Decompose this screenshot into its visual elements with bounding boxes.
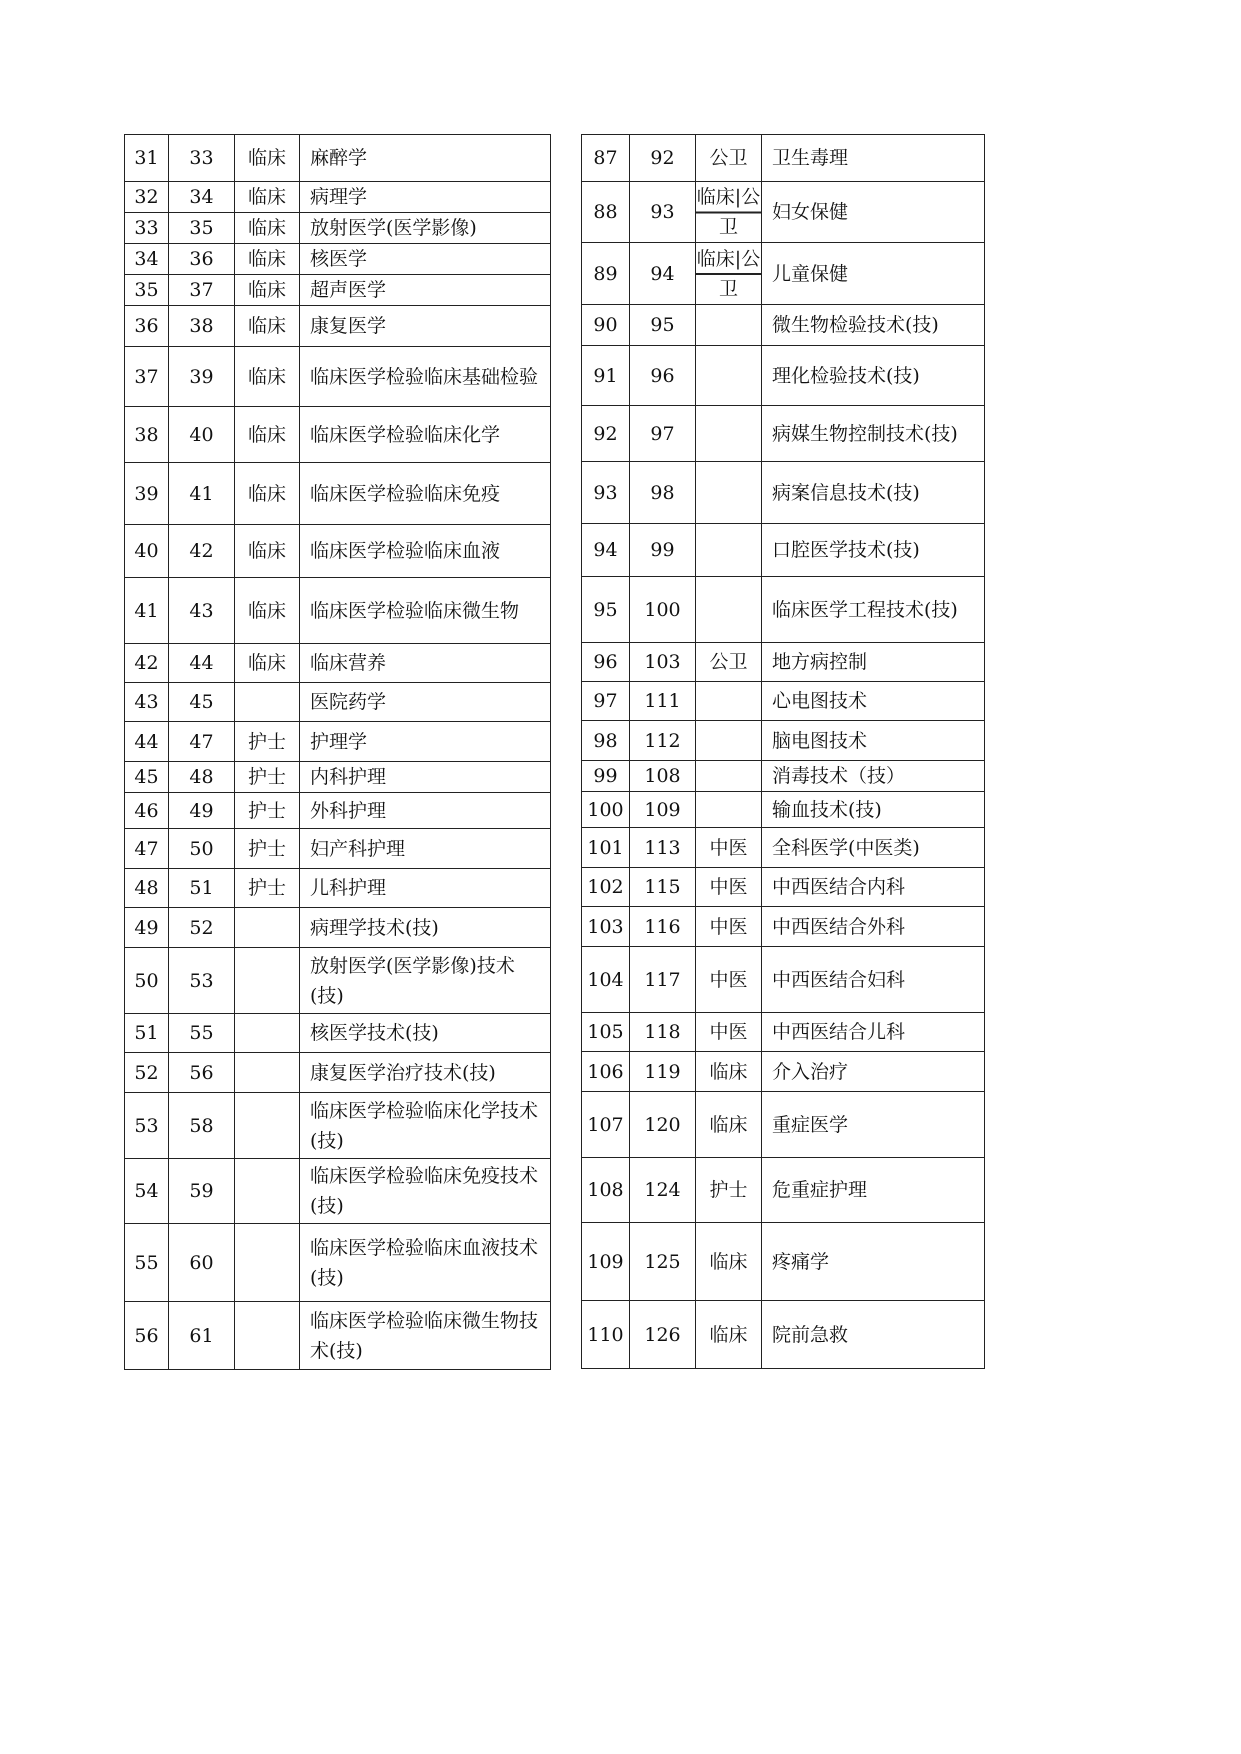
table-cell: 中医 [696, 1013, 762, 1052]
table-cell: 麻醉学 [300, 135, 551, 182]
table-cell: 116 [630, 907, 696, 947]
table-cell: 临床医学工程技术(技) [762, 577, 985, 643]
table-cell: 113 [630, 828, 696, 868]
table-cell [696, 761, 762, 792]
table-cell [696, 792, 762, 828]
table-cell: 90 [582, 305, 630, 346]
table-row [582, 828, 985, 868]
table-cell: 60 [169, 1224, 235, 1302]
table-cell [235, 683, 300, 722]
table-row [125, 135, 551, 182]
table-cell: 外科护理 [300, 793, 551, 829]
table-row [582, 524, 985, 577]
table-row [125, 1159, 551, 1224]
table-cell: 99 [582, 761, 630, 792]
table-cell: 危重症护理 [762, 1158, 985, 1223]
table-cell: 92 [582, 406, 630, 462]
table-cell: 104 [582, 947, 630, 1013]
table-cell: 31 [125, 135, 169, 182]
table-cell: 97 [582, 682, 630, 721]
table-cell: 126 [630, 1301, 696, 1369]
table-cell: 99 [630, 524, 696, 577]
table-row [582, 1092, 985, 1158]
table-row [582, 947, 985, 1013]
table-cell: 输血技术(技) [762, 792, 985, 828]
table-cell: 微生物检验技术(技) [762, 305, 985, 346]
table-cell: 95 [582, 577, 630, 643]
table-cell: 46 [125, 793, 169, 829]
table-cell: 口腔医学技术(技) [762, 524, 985, 577]
table-cell: 临床医学检验临床血液 [300, 525, 551, 578]
table-cell: 35 [125, 275, 169, 306]
table-cell: 93 [630, 182, 696, 243]
table-row [125, 683, 551, 722]
table-row [125, 525, 551, 578]
table-cell: 55 [125, 1224, 169, 1302]
table-row [582, 1223, 985, 1301]
table-row [582, 182, 985, 212]
table-cell: 核医学 [300, 244, 551, 275]
table-cell: 34 [125, 244, 169, 275]
table-cell: 医院药学 [300, 683, 551, 722]
table-cell: 核医学技术(技) [300, 1014, 551, 1053]
table-cell: 34 [169, 182, 235, 213]
table-row [582, 761, 985, 792]
table-cell: 45 [125, 762, 169, 793]
table-cell: 89 [582, 243, 630, 305]
table-cell: 50 [125, 948, 169, 1014]
table-row [125, 722, 551, 762]
table-cell [235, 948, 300, 1014]
table-cell [696, 462, 762, 524]
table-cell: 中西医结合外科 [762, 907, 985, 947]
table-cell: 102 [582, 868, 630, 907]
table-row [125, 244, 551, 275]
table-cell: 88 [582, 182, 630, 243]
table-cell [696, 305, 762, 346]
table-cell: 37 [125, 347, 169, 407]
table-cell [696, 721, 762, 761]
table-row [125, 275, 551, 306]
table-row [125, 1302, 551, 1370]
table-cell: 临床 [696, 1301, 762, 1369]
table-cell: 临床|公卫 [696, 243, 762, 305]
table-cell: 超声医学 [300, 275, 551, 306]
table-row [125, 1093, 551, 1159]
table-cell: 95 [630, 305, 696, 346]
table-row [125, 578, 551, 644]
table-cell: 92 [630, 135, 696, 182]
table-cell: 疼痛学 [762, 1223, 985, 1301]
table-cell: 61 [169, 1302, 235, 1370]
table-cell: 100 [582, 792, 630, 828]
table-cell: 护士 [696, 1158, 762, 1223]
table-cell: 护士 [235, 762, 300, 793]
table-cell: 36 [125, 306, 169, 347]
table-row [125, 1224, 551, 1302]
table-cell: 51 [125, 1014, 169, 1053]
table-row [125, 762, 551, 793]
table-cell: 110 [582, 1301, 630, 1369]
table-cell: 临床 [235, 275, 300, 306]
table-cell: 临床 [235, 244, 300, 275]
table-cell: 44 [169, 644, 235, 683]
table-cell: 病媒生物控制技术(技) [762, 406, 985, 462]
table-cell: 52 [125, 1053, 169, 1093]
table-row [125, 829, 551, 869]
table-cell: 临床医学检验临床微生物 [300, 578, 551, 644]
table-row [125, 213, 551, 244]
table-cell: 院前急救 [762, 1301, 985, 1369]
table-cell: 临床 [235, 347, 300, 407]
table-row [125, 793, 551, 829]
table-cell: 儿童保健 [762, 243, 985, 305]
table-cell: 43 [125, 683, 169, 722]
table-cell: 护理学 [300, 722, 551, 762]
table-cell: 放射医学(医学影像) [300, 213, 551, 244]
table-cell: 公卫 [696, 643, 762, 682]
table-cell: 护士 [235, 793, 300, 829]
table-cell: 58 [169, 1093, 235, 1159]
table-cell: 妇女保健 [762, 182, 985, 243]
table-cell: 41 [125, 578, 169, 644]
table-cell: 中医 [696, 947, 762, 1013]
table-cell: 42 [169, 525, 235, 578]
table-cell [696, 524, 762, 577]
table-row [582, 1052, 985, 1092]
table-cell: 内科护理 [300, 762, 551, 793]
table-cell: 中西医结合内科 [762, 868, 985, 907]
table-cell [235, 1093, 300, 1159]
table-cell: 临床 [235, 644, 300, 683]
table-cell: 93 [582, 462, 630, 524]
table-cell: 44 [125, 722, 169, 762]
table-cell: 40 [125, 525, 169, 578]
table-cell: 53 [125, 1093, 169, 1159]
table-cell: 94 [630, 243, 696, 305]
table-cell: 107 [582, 1092, 630, 1158]
table-cell: 55 [169, 1014, 235, 1053]
table-cell: 临床营养 [300, 644, 551, 683]
table-cell: 临床|公卫 [696, 182, 762, 243]
table-cell: 109 [630, 792, 696, 828]
table-row [582, 135, 985, 182]
table-cell: 临床 [235, 463, 300, 525]
table-cell: 临床 [235, 578, 300, 644]
table-cell [235, 1302, 300, 1370]
table-cell: 109 [582, 1223, 630, 1301]
table-cell: 120 [630, 1092, 696, 1158]
table-cell: 97 [630, 406, 696, 462]
table-cell: 临床医学检验临床基础检验 [300, 347, 551, 407]
table-cell: 47 [125, 829, 169, 869]
table-row [125, 347, 551, 407]
table-row [582, 907, 985, 947]
table-row [582, 792, 985, 828]
table-cell: 中西医结合儿科 [762, 1013, 985, 1052]
table-cell: 124 [630, 1158, 696, 1223]
table-cell: 91 [582, 346, 630, 406]
table-cell: 118 [630, 1013, 696, 1052]
table-cell: 98 [630, 462, 696, 524]
table-row [582, 577, 985, 643]
table-cell: 111 [630, 682, 696, 721]
table-cell: 临床 [696, 1223, 762, 1301]
table-row [125, 1014, 551, 1053]
table-row [125, 182, 551, 213]
table-cell [235, 1053, 300, 1093]
table-cell: 护士 [235, 722, 300, 762]
table-cell: 放射医学(医学影像)技术(技) [300, 948, 551, 1014]
table-cell: 98 [582, 721, 630, 761]
table-row [125, 463, 551, 525]
table-cell: 37 [169, 275, 235, 306]
table-cell: 中西医结合妇科 [762, 947, 985, 1013]
table-cell: 53 [169, 948, 235, 1014]
table-cell: 103 [630, 643, 696, 682]
table-row [582, 462, 985, 524]
table-cell [696, 682, 762, 721]
table-cell: 54 [125, 1159, 169, 1224]
table-cell: 108 [630, 761, 696, 792]
table-cell: 公卫 [696, 135, 762, 182]
table-cell: 38 [125, 407, 169, 463]
table-cell: 临床 [696, 1092, 762, 1158]
table-cell: 42 [125, 644, 169, 683]
table-cell: 47 [169, 722, 235, 762]
table-cell: 119 [630, 1052, 696, 1092]
table-cell: 49 [169, 793, 235, 829]
table-cell: 临床 [235, 407, 300, 463]
table-cell: 病案信息技术(技) [762, 462, 985, 524]
table-cell [696, 346, 762, 406]
table-cell [235, 1159, 300, 1224]
table-cell: 125 [630, 1223, 696, 1301]
right-table [581, 134, 985, 1369]
table-cell: 心电图技术 [762, 682, 985, 721]
table-cell: 105 [582, 1013, 630, 1052]
table-cell: 32 [125, 182, 169, 213]
table-row [125, 407, 551, 463]
table-cell: 地方病控制 [762, 643, 985, 682]
table-row [582, 1013, 985, 1052]
table-cell: 108 [582, 1158, 630, 1223]
table-cell: 103 [582, 907, 630, 947]
table-cell: 临床 [696, 1052, 762, 1092]
table-row [582, 346, 985, 406]
table-cell: 介入治疗 [762, 1052, 985, 1092]
table-row [582, 1158, 985, 1223]
table-cell: 48 [125, 869, 169, 908]
table-cell: 39 [125, 463, 169, 525]
table-cell: 40 [169, 407, 235, 463]
table-cell: 96 [630, 346, 696, 406]
table-cell: 病理学技术(技) [300, 908, 551, 948]
table-cell: 49 [125, 908, 169, 948]
table-row [582, 868, 985, 907]
table-cell: 临床 [235, 135, 300, 182]
table-cell: 临床 [235, 525, 300, 578]
table-cell: 脑电图技术 [762, 721, 985, 761]
table-cell: 护士 [235, 829, 300, 869]
table-cell: 临床 [235, 306, 300, 347]
table-cell: 112 [630, 721, 696, 761]
table-row [125, 869, 551, 908]
table-cell [235, 1224, 300, 1302]
table-cell: 39 [169, 347, 235, 407]
table-row [582, 682, 985, 721]
table-row [125, 644, 551, 683]
table-cell: 病理学 [300, 182, 551, 213]
table-row [582, 305, 985, 346]
table-cell: 87 [582, 135, 630, 182]
table-cell: 52 [169, 908, 235, 948]
table-cell: 临床医学检验临床化学 [300, 407, 551, 463]
table-row [582, 721, 985, 761]
table-cell: 43 [169, 578, 235, 644]
table-cell: 消毒技术（技） [762, 761, 985, 792]
table-row [125, 908, 551, 948]
table-cell: 临床医学检验临床免疫 [300, 463, 551, 525]
table-row [125, 948, 551, 1014]
table-cell: 理化检验技术(技) [762, 346, 985, 406]
table-cell: 51 [169, 869, 235, 908]
table-cell: 41 [169, 463, 235, 525]
table-cell: 康复医学 [300, 306, 551, 347]
left-table [124, 134, 551, 1370]
table-cell [235, 1014, 300, 1053]
table-cell: 重症医学 [762, 1092, 985, 1158]
table-row [582, 406, 985, 462]
table-cell: 临床 [235, 213, 300, 244]
table-cell: 33 [125, 213, 169, 244]
table-cell: 中医 [696, 868, 762, 907]
table-row [582, 1301, 985, 1369]
table-cell: 50 [169, 829, 235, 869]
table-row [582, 643, 985, 682]
table-cell: 96 [582, 643, 630, 682]
table-cell: 临床医学检验临床血液技术(技) [300, 1224, 551, 1302]
table-cell: 48 [169, 762, 235, 793]
table-cell: 106 [582, 1052, 630, 1092]
table-cell: 中医 [696, 828, 762, 868]
table-cell: 33 [169, 135, 235, 182]
table-cell: 临床医学检验临床免疫技术(技) [300, 1159, 551, 1224]
table-cell: 117 [630, 947, 696, 1013]
table-cell: 94 [582, 524, 630, 577]
table-cell: 临床医学检验临床微生物技术(技) [300, 1302, 551, 1370]
table-cell: 35 [169, 213, 235, 244]
table-cell: 56 [169, 1053, 235, 1093]
table-cell: 36 [169, 244, 235, 275]
table-cell: 儿科护理 [300, 869, 551, 908]
table-cell: 中医 [696, 907, 762, 947]
table-cell [696, 577, 762, 643]
table-cell: 临床 [235, 182, 300, 213]
table-cell: 康复医学治疗技术(技) [300, 1053, 551, 1093]
table-cell: 115 [630, 868, 696, 907]
table-cell: 38 [169, 306, 235, 347]
table-row [125, 306, 551, 347]
table-cell [235, 908, 300, 948]
table-row [582, 243, 985, 274]
table-cell: 100 [630, 577, 696, 643]
table-cell: 全科医学(中医类) [762, 828, 985, 868]
table-cell: 护士 [235, 869, 300, 908]
table-cell: 56 [125, 1302, 169, 1370]
table-cell: 妇产科护理 [300, 829, 551, 869]
table-cell: 临床医学检验临床化学技术(技) [300, 1093, 551, 1159]
table-cell [696, 406, 762, 462]
table-cell: 59 [169, 1159, 235, 1224]
table-cell: 101 [582, 828, 630, 868]
table-cell: 45 [169, 683, 235, 722]
table-row [125, 1053, 551, 1093]
table-cell: 卫生毒理 [762, 135, 985, 182]
